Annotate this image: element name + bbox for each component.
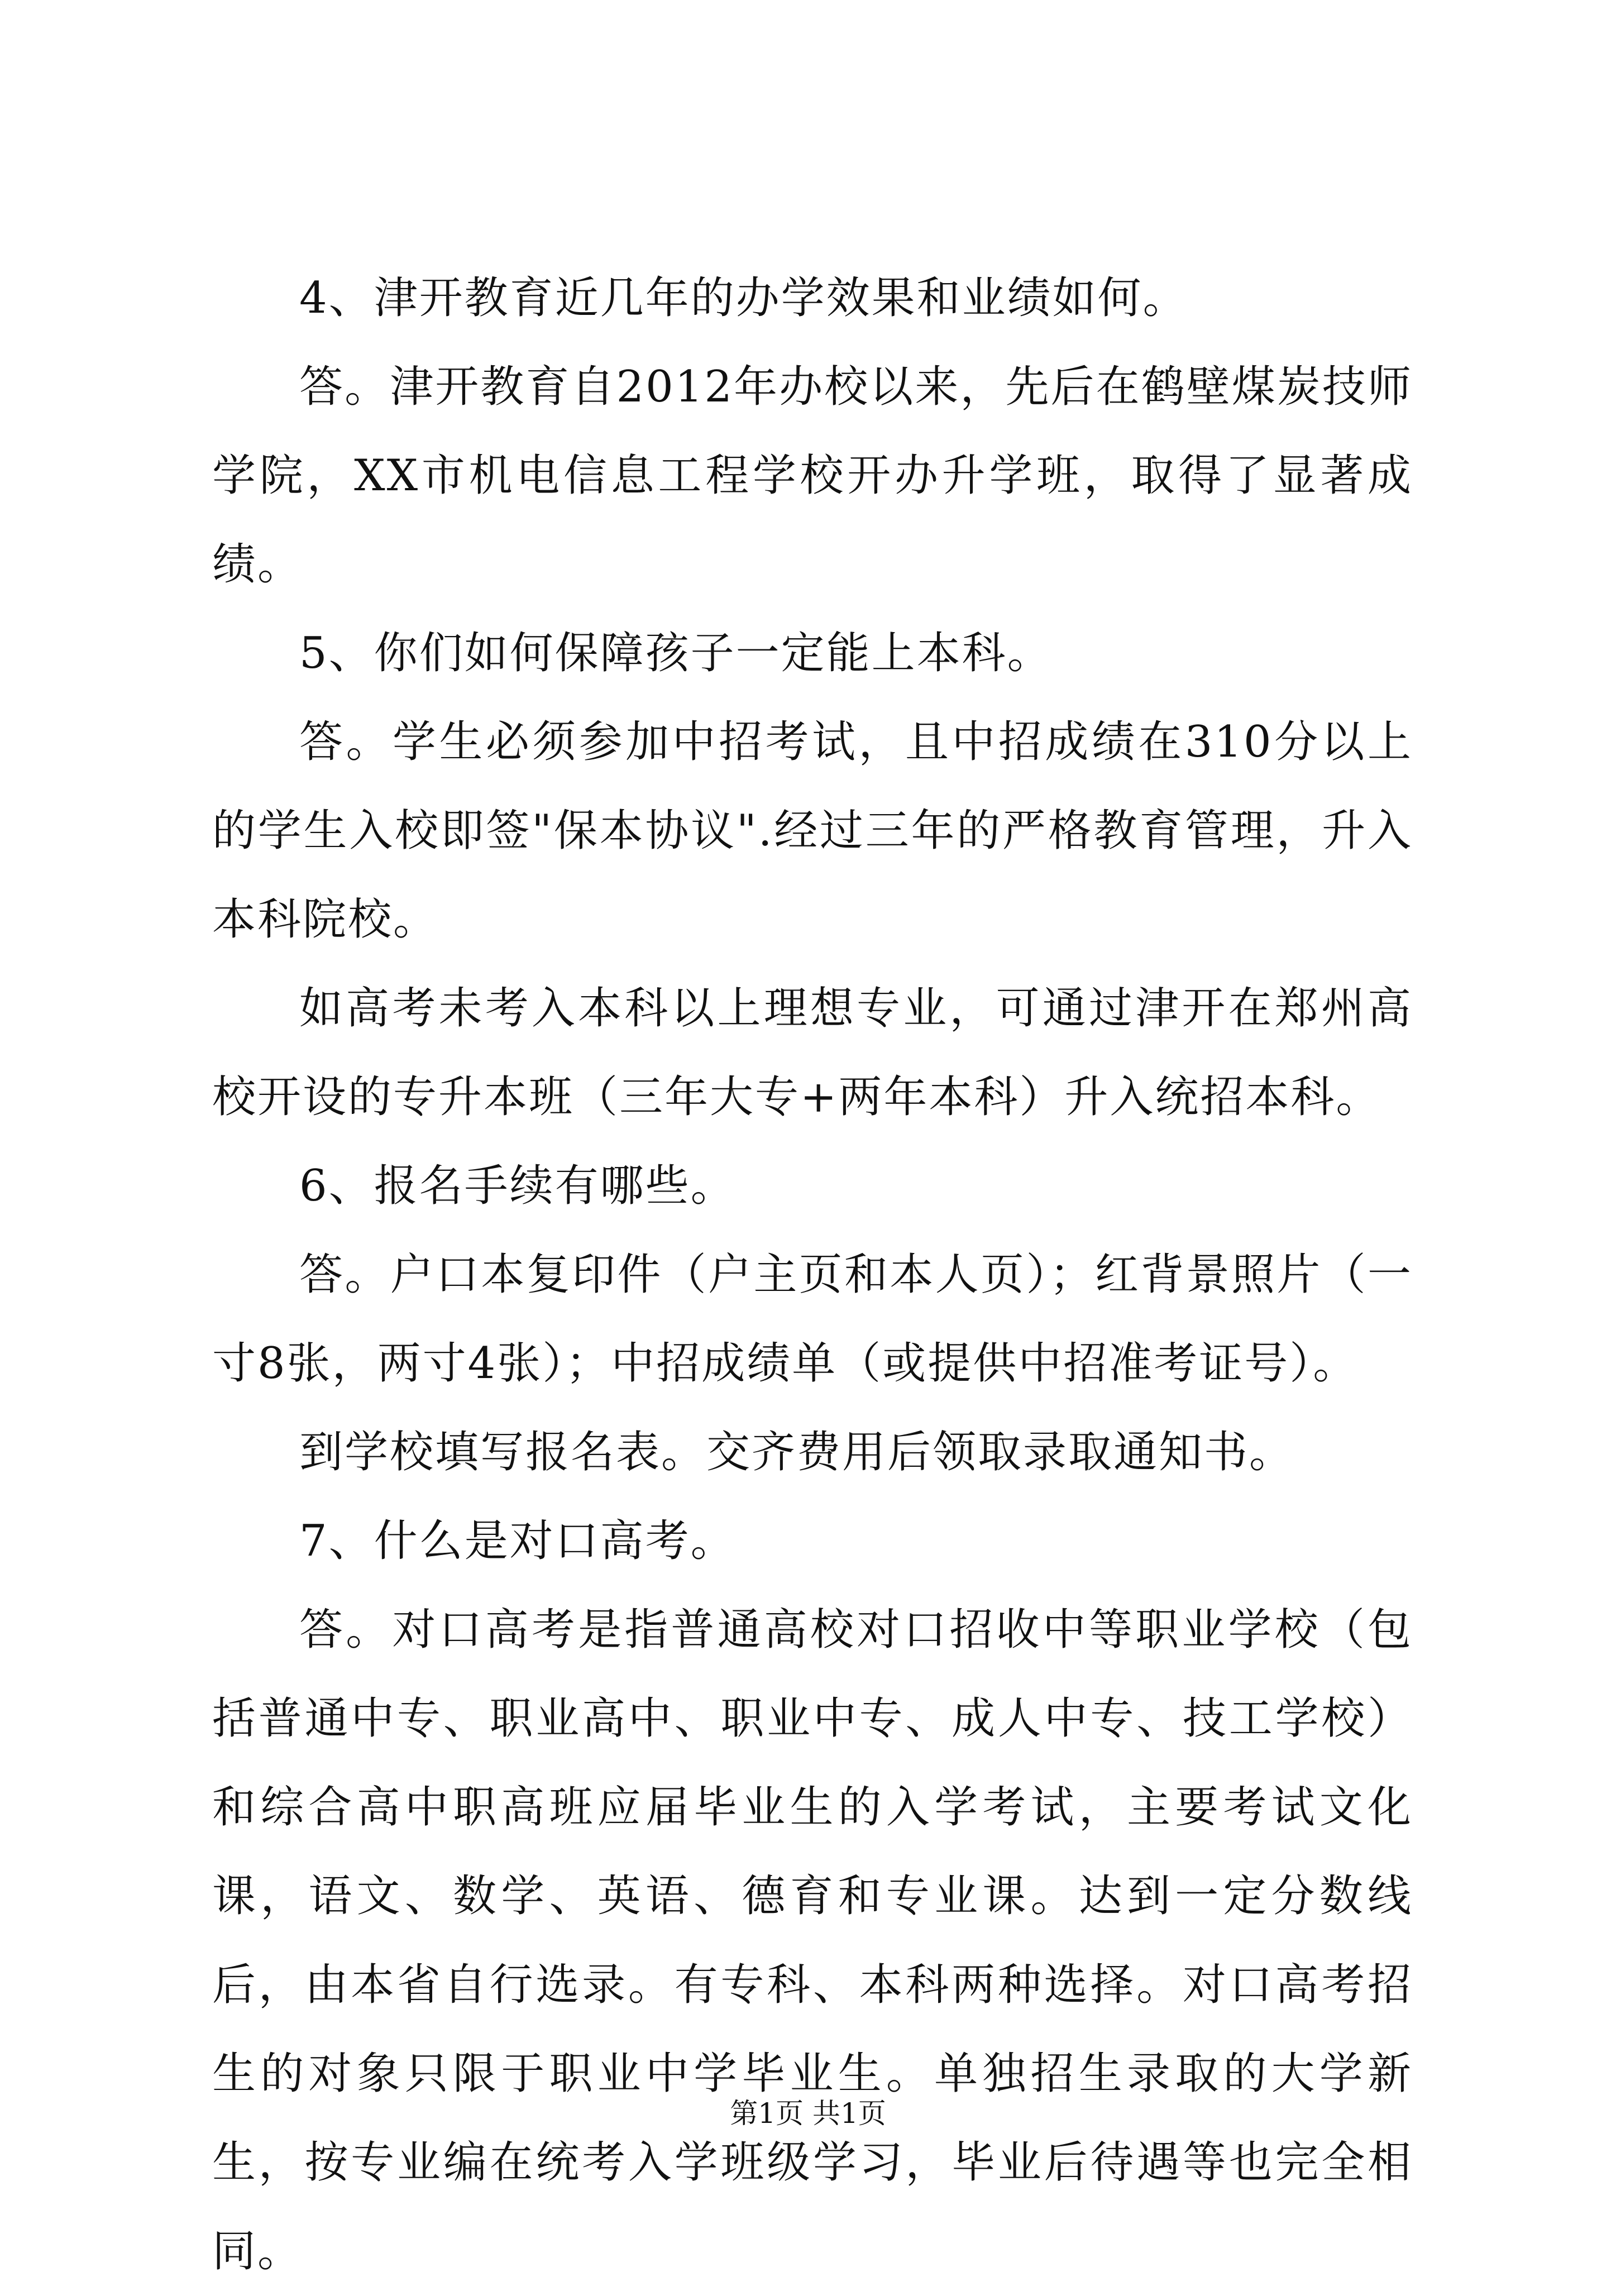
paragraph-answer-4: 答。津开教育自2012年办校以来，先后在鹤壁煤炭技师学院，XX市机电信息工程学校开办升学班，取得了显著成绩。 — [212, 362, 1413, 590]
paragraph-question-4: 4、津开教育近几年的办学效果和业绩如何。 — [299, 273, 1188, 323]
paragraph-question-5: 5、你们如何保障孩子一定能上本科。 — [299, 628, 1053, 678]
document-body — [212, 254, 1413, 2296]
page-footer: 第1页 共1页 — [730, 2097, 886, 2130]
paragraph-question-6: 6、报名手续有哪些。 — [299, 1161, 736, 1211]
paragraph-answer-5-continued: 如高考未考入本科以上理想专业，可通过津开在郑州高校开设的专升本班（三年大专+两年本科）升入统招本科。 — [212, 983, 1413, 1122]
paragraph-answer-6: 答。户口本复印件（户主页和本人页）；红背景照片（一寸8张，两寸4张）；中招成绩单（或提供中招准考证号）。 — [212, 1250, 1413, 1389]
paragraph-answer-6-continued: 到学校填写报名表。交齐费用后领取录取通知书。 — [299, 1427, 1295, 1477]
paragraph-answer-7: 答。对口高考是指普通高校对口招收中等职业学校（包括普通中专、职业高中、职业中专、成人中专、技工学校）和综合高中职高班应届毕业生的入学考试，主要考试文化课，语文、数学、英语、德育和专业课。达到一定分数线后，由本省自行选录。有专科、本科两种选择。对口高考招生的对象只限于职业中学毕业生。单独招生录取的大学新生，按专业编在统考入学班级学习，毕业后待遇等也完全相同。 — [212, 1605, 1413, 2276]
paragraph-question-7: 7、什么是对口高考。 — [299, 1516, 736, 1566]
paragraph-answer-5: 答。学生必须参加中招考试，且中招成绩在310分以上的学生入校即签"保本协议".经过三年的严格教育管理，升入本科院校。 — [212, 717, 1413, 945]
